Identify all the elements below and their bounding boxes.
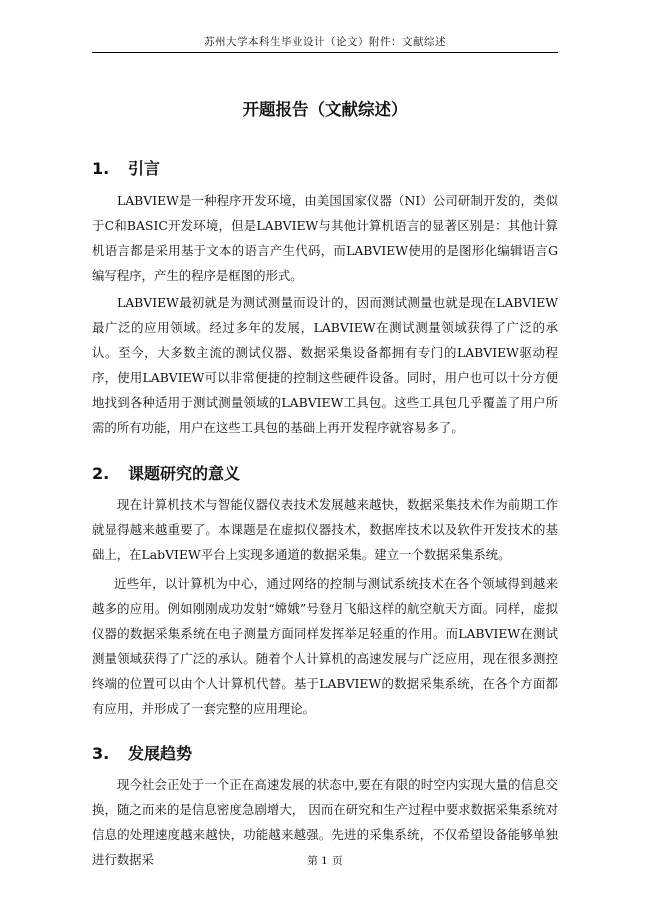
section-number: 2. xyxy=(92,464,110,483)
section-heading-2 xyxy=(92,461,558,484)
section-title: 引言 xyxy=(128,159,161,178)
section-heading-1 xyxy=(92,156,558,179)
section-number: 1. xyxy=(92,159,110,178)
section-number: 3. xyxy=(92,744,110,763)
paragraph: 现今社会正处于一个正在高速发展的状态中,要在有限的时空内实现大量的信息交换，随之而来的是信息密度急剧增大， 因而在研究和生产过程中要求数据采集系统对信息的处理速度越来越快，功能越来越强。先进的采集系统，不仅希望设备能够单独进行数据采 xyxy=(92,777,558,867)
paragraph: 现在计算机技术与智能仪器仪表技术发展越来越快，数据采集技术作为前期工作就显得越来越重要了。本课题是在虚拟仪器技术，数据库技术以及软件开发技术的基础上，在LabVIEW平台上实现多通道的数据采集。建立一个数据采集系统。 xyxy=(92,497,558,562)
section-heading-3 xyxy=(92,741,558,764)
section-title: 发展趋势 xyxy=(128,744,193,763)
header-rule xyxy=(92,52,558,53)
footer-suffix: 页 xyxy=(332,855,343,867)
document-title: 开题报告（文献综述） xyxy=(242,100,408,119)
footer-prefix: 第 xyxy=(307,855,318,867)
page-number: 1 xyxy=(321,855,329,867)
paragraph: LABVIEW最初就是为测试测量而设计的，因而测试测量也就是现在LABVIEW最广泛的应用领域。经过多年的发展，LABVIEW在测试测量领域获得了广泛的承认。至今，大多数主流的测试仪器、数据采集设备都拥有专门的LABVIEW驱动程序，使用LABVIEW可以非常便捷的控制这些硬件设备。同时，用户也可以十分方便地找到各种适用于测试测量领域的LABVIEW工具包。这些工具包几乎覆盖了用户所需的所有功能，用户在这些工具包的基础上再开发程序就容易多了。 xyxy=(92,295,558,435)
paragraph: 近些年，以计算机为中心，通过网络的控制与测试系统技术在各个领域得到越来越多的应用。例如刚刚成功发射“嫦娥”号登月飞船这样的航空航天方面。同样，虚拟仪器的数据采集系统在电子测量方面同样发挥举足轻重的作用。而LABVIEW在测试测量领域获得了广泛的承认。随着个人计算机的高速发展与广泛应用，现在很多测控终端的位置可以由个人计算机代替。基于LABVIEW的数据采集系统，在各个方面都有应用，并形成了一套完整的应用理论。 xyxy=(92,576,558,716)
page-footer xyxy=(92,853,558,868)
page-header: 苏州大学本科生毕业设计（论文）附件：文献综述 xyxy=(204,36,446,48)
section-title: 课题研究的意义 xyxy=(128,464,241,483)
paragraph: LABVIEW是一种程序开发环境，由美国国家仪器（NI）公司研制开发的，类似于C和BASIC开发环境，但是LABVIEW与其他计算机语言的显著区别是：其他计算机语言都是采用基于文本的语言产生代码，而LABVIEW使用的是图形化编辑语言G编写程序，产生的程序是框图的形式。 xyxy=(92,193,559,283)
